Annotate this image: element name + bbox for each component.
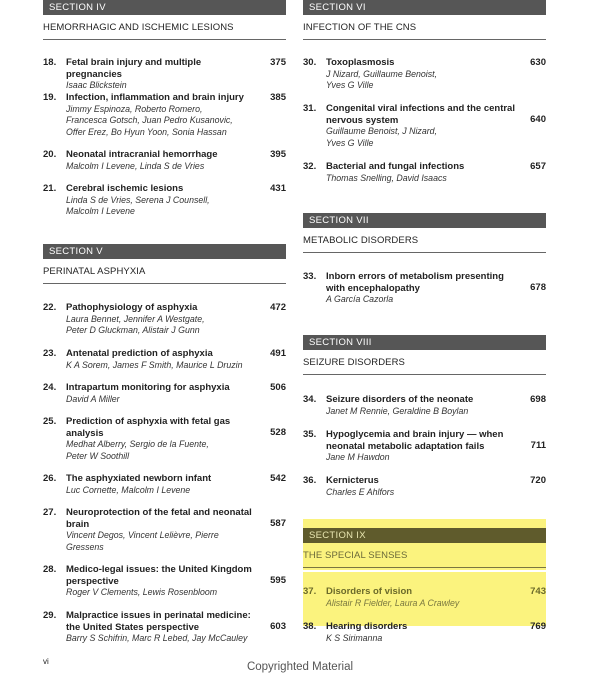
toc-entry-35[interactable] — [303, 429, 546, 464]
chapter-number: 37. — [303, 586, 317, 597]
chapter-authors: Thomas Snelling, David Isaacs — [326, 172, 447, 183]
chapter-title: Infection, inflammation and brain injury — [66, 92, 244, 103]
toc-entry-32[interactable] — [303, 161, 546, 184]
toc-entry-37[interactable] — [303, 572, 546, 626]
chapter-authors: Guillaume Benoist, J Nizard, Yves G Ville — [326, 126, 437, 148]
chapter-authors: Vincent Degos, Vincent Lelièvre, Pierre Gressens — [66, 530, 219, 552]
section-title: PERINATAL ASPHYXIA — [43, 266, 286, 284]
section-title: INFECTION OF THE CNS — [303, 22, 546, 40]
section-title: HEMORRHAGIC AND ISCHEMIC LESIONS — [43, 22, 286, 40]
section-label: SECTION V — [43, 244, 286, 259]
page-number: 375 — [270, 57, 286, 68]
toc-entry-21[interactable] — [43, 183, 286, 218]
page-number: 720 — [530, 475, 546, 486]
chapter-title: Medico-legal issues: the United Kingdom perspective — [66, 564, 252, 587]
chapter-number: 22. — [43, 302, 57, 313]
page-number: 678 — [530, 282, 546, 293]
toc-entry-36[interactable] — [303, 475, 546, 498]
chapter-number: 35. — [303, 429, 317, 440]
page-number: 542 — [270, 473, 286, 484]
page-folio: vi — [43, 657, 49, 666]
chapter-number: 29. — [43, 610, 57, 621]
chapter-number: 24. — [43, 382, 57, 393]
toc-entry-25[interactable] — [43, 416, 286, 462]
chapter-authors: Jimmy Espinoza, Roberto Romero, Francesca Gotsch, Juan Pedro Kusanovic, Offer Erez, Bo Hyun Yoon, Sonia Hassan — [66, 103, 233, 137]
chapter-title: Fetal brain injury and multiple pregnancies — [66, 57, 202, 80]
page-number: 603 — [270, 621, 286, 632]
toc-entry-20[interactable] — [43, 149, 286, 172]
chapter-authors: Jane M Hawdon — [326, 452, 390, 462]
section-title: METABOLIC DISORDERS — [303, 235, 546, 253]
page-number: 491 — [270, 348, 286, 359]
chapter-number: 23. — [43, 348, 57, 359]
page-number: 640 — [530, 114, 546, 125]
chapter-authors: Malcolm I Levene, Linda S de Vries — [66, 160, 205, 171]
toc-entry-38[interactable] — [303, 621, 546, 644]
section-title: THE SPECIAL SENSES — [303, 550, 546, 568]
toc-entry-33[interactable] — [303, 271, 546, 306]
toc-entry-29[interactable] — [43, 610, 286, 645]
section-label: SECTION IV — [43, 0, 286, 15]
chapter-authors: Janet M Rennie, Geraldine B Boylan — [326, 405, 469, 416]
section-viii — [303, 335, 546, 375]
chapter-number: 18. — [43, 57, 57, 68]
page-number: 395 — [270, 149, 286, 160]
toc-entry-23[interactable] — [43, 348, 286, 371]
chapter-title: Neuroprotection of the fetal and neonatal brain — [66, 507, 252, 530]
page-number: 769 — [530, 621, 546, 632]
chapter-title: Cerebral ischemic lesions — [66, 183, 184, 194]
chapter-number: 33. — [303, 271, 317, 282]
page-number: 657 — [530, 161, 546, 172]
section-title: SEIZURE DISORDERS — [303, 357, 546, 375]
section-label: SECTION VI — [303, 0, 546, 15]
page-number: 506 — [270, 382, 286, 393]
page-number: 630 — [530, 57, 546, 68]
copyright-notice: Copyrighted Material — [246, 661, 354, 673]
chapter-authors: Barry S Schifrin, Marc R Lebed, Jay McCauley — [66, 633, 248, 643]
chapter-authors: David A Miller — [66, 393, 120, 404]
toc-entry-22[interactable] — [43, 302, 286, 337]
chapter-title: Pathophysiology of asphyxia — [66, 302, 198, 313]
page-number: 528 — [270, 427, 286, 438]
section-iv — [43, 0, 286, 40]
chapter-title: Hearing disorders — [326, 621, 408, 632]
toc-entry-30[interactable] — [303, 57, 546, 92]
page-number: 711 — [530, 440, 546, 451]
chapter-authors: Linda S de Vries, Serena J Counsell, Malcolm I Levene — [66, 194, 210, 216]
chapter-title: Antenatal prediction of asphyxia — [66, 348, 213, 359]
chapter-number: 20. — [43, 149, 57, 160]
section-vii — [303, 213, 546, 253]
chapter-authors: Roger V Clements, Lewis Rosenbloom — [66, 587, 218, 597]
chapter-number: 25. — [43, 416, 57, 427]
chapter-authors: Laura Bennet, Jennifer A Westgate, Peter D Gluckman, Alistair J Gunn — [66, 313, 205, 335]
chapter-title: Malpractice issues in perinatal medicine: the United States perspective — [66, 610, 251, 633]
chapter-title: Disorders of vision — [326, 586, 413, 597]
chapter-title: Intrapartum monitoring for asphyxia — [66, 382, 230, 393]
toc-entry-34[interactable] — [303, 394, 546, 417]
chapter-authors: K A Sorem, James F Smith, Maurice L Druzin — [66, 359, 243, 370]
page-number: 743 — [530, 586, 546, 597]
chapter-authors: Medhat Alberry, Sergio de la Fuente, Peter W Soothill — [66, 439, 209, 461]
chapter-title: Neonatal intracranial hemorrhage — [66, 149, 218, 160]
chapter-authors: J Nizard, Guillaume Benoist, Yves G Ville — [326, 68, 437, 90]
section-ix — [303, 519, 546, 570]
chapter-title: Hypoglycemia and brain injury — when neonatal metabolic adaptation fails — [326, 429, 504, 452]
page-number: 698 — [530, 394, 546, 405]
toc-entry-19[interactable] — [43, 92, 286, 138]
toc-entry-26[interactable] — [43, 473, 286, 496]
chapter-authors: A García Cazorla — [326, 294, 394, 304]
chapter-number: 32. — [303, 161, 317, 172]
chapter-number: 26. — [43, 473, 57, 484]
chapter-authors: Charles E Ahlfors — [326, 486, 395, 497]
chapter-number: 27. — [43, 507, 57, 518]
toc-entry-24[interactable] — [43, 382, 286, 405]
toc-entry-28[interactable] — [43, 564, 286, 599]
chapter-authors: Luc Cornette, Malcolm I Levene — [66, 484, 191, 495]
toc-entry-27[interactable] — [43, 507, 286, 553]
section-label: SECTION IX — [303, 528, 546, 543]
chapter-authors: Isaac Blickstein — [66, 80, 127, 90]
chapter-number: 28. — [43, 564, 57, 575]
page-number: 587 — [270, 518, 286, 529]
toc-entry-31[interactable] — [303, 103, 546, 149]
chapter-number: 38. — [303, 621, 317, 632]
chapter-number: 36. — [303, 475, 317, 486]
section-label: SECTION VIII — [303, 335, 546, 350]
chapter-number: 19. — [43, 92, 57, 103]
section-vi — [303, 0, 546, 40]
chapter-title: Bacterial and fungal infections — [326, 161, 465, 172]
chapter-authors: Alistair R Fielder, Laura A Crawley — [326, 597, 460, 608]
chapter-title: Inborn errors of metabolism presenting with encephalopathy — [326, 271, 504, 294]
chapter-title: The asphyxiated newborn infant — [66, 473, 212, 484]
section-label: SECTION VII — [303, 213, 546, 228]
chapter-title: Toxoplasmosis — [326, 57, 395, 68]
chapter-number: 31. — [303, 103, 317, 114]
chapter-title: Kernicterus — [326, 475, 379, 486]
chapter-title: Prediction of asphyxia with fetal gas analysis — [66, 416, 231, 439]
chapter-authors: K S Sirimanna — [326, 632, 383, 643]
chapter-title: Congenital viral infections and the central nervous system — [326, 103, 515, 126]
chapter-number: 21. — [43, 183, 57, 194]
page-number: 431 — [270, 183, 286, 194]
chapter-number: 34. — [303, 394, 317, 405]
page-number: 595 — [270, 575, 286, 586]
chapter-number: 30. — [303, 57, 317, 68]
section-v — [43, 244, 286, 284]
chapter-title: Seizure disorders of the neonate — [326, 394, 474, 405]
page-number: 385 — [270, 92, 286, 103]
page-number: 472 — [270, 302, 286, 313]
toc-entry-18[interactable] — [43, 57, 286, 92]
